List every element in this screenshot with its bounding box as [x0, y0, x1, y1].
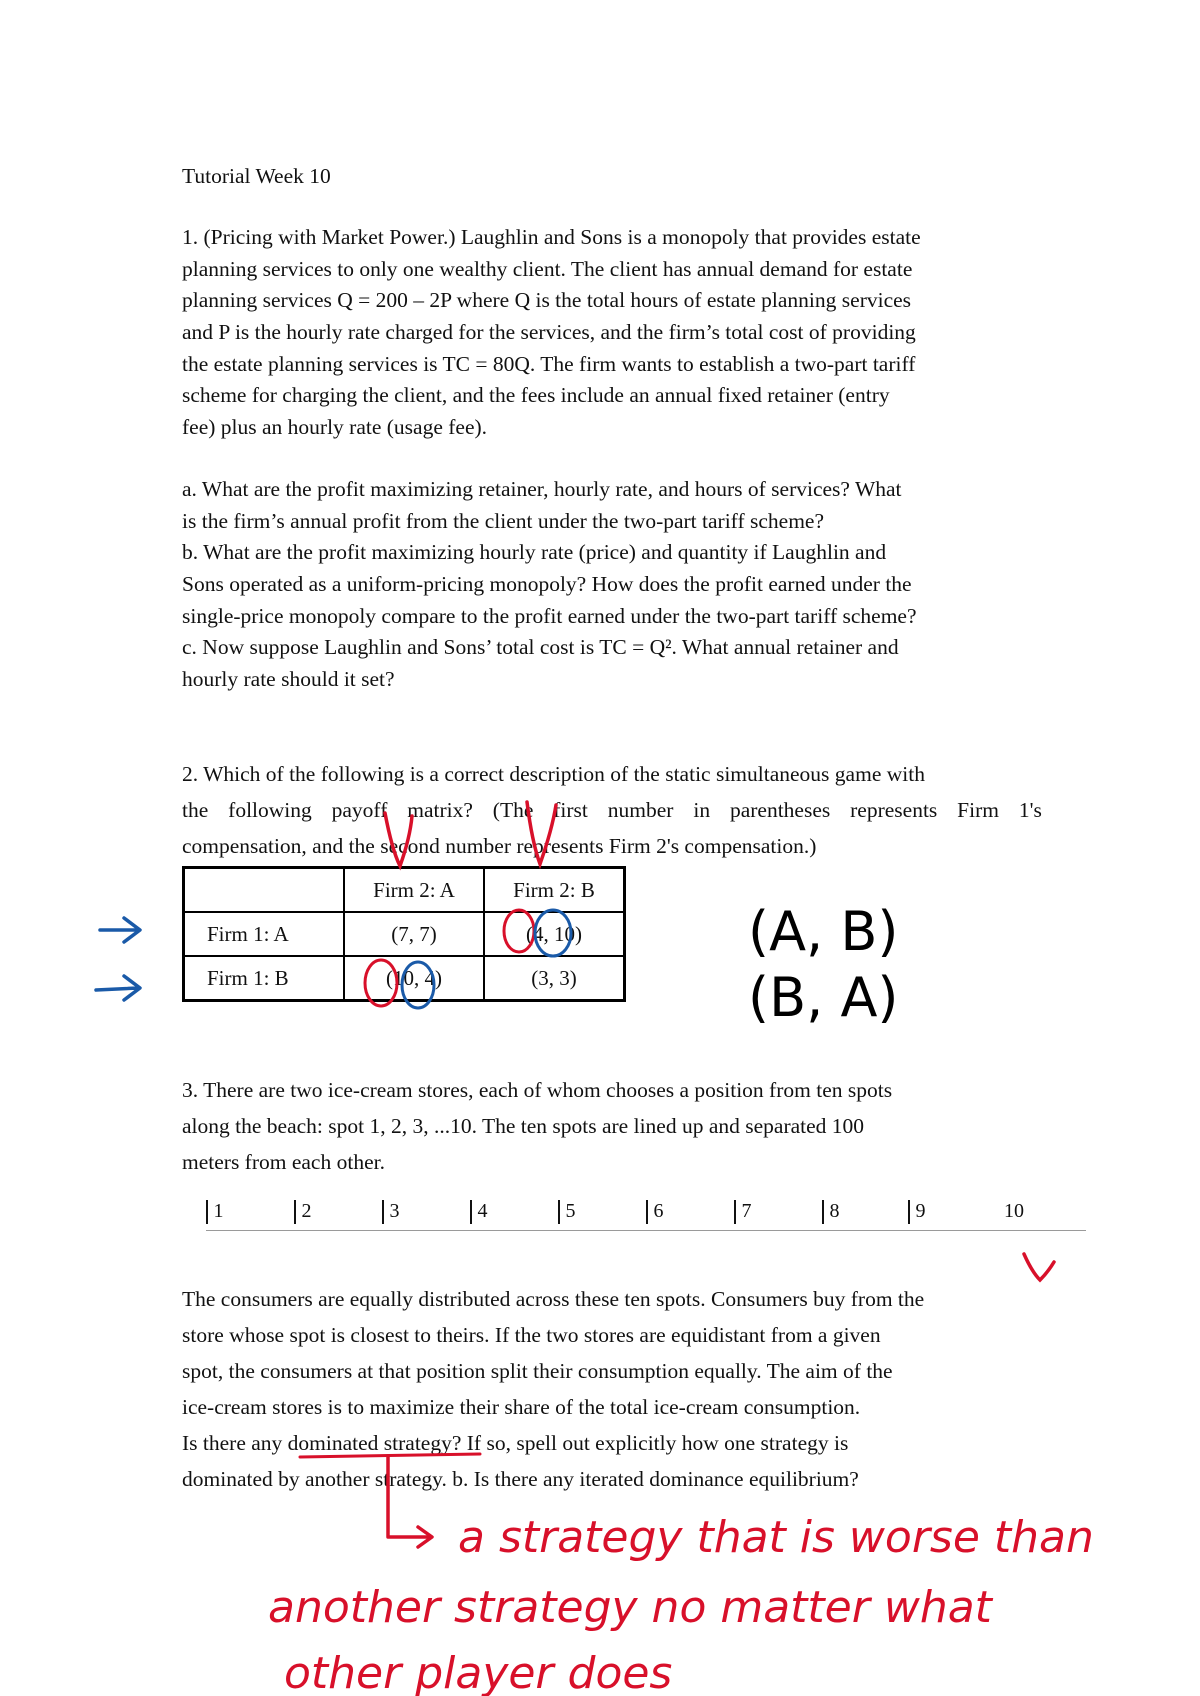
payoff-cell: (7, 7) — [344, 912, 484, 956]
q1-part-line: is the firm’s annual profit from the client under the two-part tariff scheme? — [182, 508, 824, 533]
q3-line: 3. There are two ice-cream stores, each of whom chooses a position from ten spots — [182, 1078, 893, 1102]
spot-marker — [908, 1196, 926, 1226]
question-2 — [182, 756, 1042, 864]
spot-label: 3 — [389, 1200, 400, 1222]
table-row — [184, 912, 625, 956]
spot-marker — [646, 1196, 664, 1226]
q1-line: fee) plus an hourly rate (usage fee). — [182, 415, 488, 440]
payoff-cell: (3, 3) — [484, 956, 625, 1001]
word: (The — [492, 798, 534, 822]
spot-label: 7 — [741, 1200, 752, 1222]
spot-marker — [558, 1196, 576, 1226]
spot-label: 4 — [477, 1200, 488, 1222]
spot-marker — [382, 1196, 400, 1226]
beach-baseline — [206, 1230, 1086, 1231]
q2-line: 2. Which of the following is a correct description of the static simultaneous game with — [182, 762, 925, 786]
spot-marker — [1004, 1196, 1024, 1226]
word: Firm — [957, 798, 999, 822]
q1-part-line: hourly rate should it set? — [182, 667, 395, 692]
q1-line: planning services to only one wealthy client. The client has annual demand for estate — [182, 256, 913, 281]
payoff-matrix — [182, 866, 626, 1002]
handwritten-answer-1: (A, B) — [748, 900, 899, 963]
q3-line: ice-cream stores is to maximize their share of the total ice-cream consumption. — [182, 1395, 861, 1419]
handwritten-note-line: other player does — [284, 1648, 673, 1696]
spot-marker — [294, 1196, 312, 1226]
q3-line: along the beach: spot 1, 2, 3, ...10. The ten spots are lined up and separated 100 — [182, 1114, 865, 1138]
spot-label: 9 — [915, 1200, 926, 1222]
word: matrix? — [407, 798, 473, 822]
q1-part-line: a. What are the profit maximizing retainer, hourly rate, and hours of services? What — [182, 477, 902, 501]
table-row — [184, 956, 625, 1001]
document-title: Tutorial Week 10 — [182, 164, 331, 188]
blue-arrow-row-1 — [100, 918, 140, 942]
beach-spots-line — [206, 1196, 1086, 1232]
spot-marker — [206, 1196, 224, 1226]
spot-marker — [734, 1196, 752, 1226]
word: following — [228, 798, 312, 822]
q2-line: compensation, and the second number represents Firm 2's compensation.) — [182, 834, 817, 858]
q2-line-justified — [182, 792, 1042, 828]
q1-line: the estate planning services is TC = 80Q. The firm wants to establish a two-part tariff — [182, 351, 916, 376]
q3-line: Is there any dominated strategy? If so, spell out explicitly how one strategy is — [182, 1431, 849, 1455]
q1-part-line: b. What are the profit maximizing hourly rate (price) and quantity if Laughlin and — [182, 540, 887, 565]
word: 1's — [1018, 798, 1042, 822]
word: the — [182, 798, 209, 822]
table-corner-cell — [184, 868, 345, 913]
spot-label: 5 — [565, 1200, 576, 1222]
q1-part-line: Sons operated as a uniform-pricing monopoly? How does the profit earned under the — [182, 572, 912, 597]
question-1 — [182, 222, 1042, 444]
spot-label: 1 — [213, 1200, 224, 1222]
column-header: Firm 2: B — [484, 868, 625, 913]
blue-arrow-row-2 — [96, 976, 140, 1000]
row-header: Firm 1: A — [184, 912, 345, 956]
spot-label: 2 — [301, 1200, 312, 1222]
q1-part-line: c. Now suppose Laughlin and Sons’ total cost is TC = Q². What annual retainer and — [182, 635, 899, 660]
q3-line: dominated by another strategy. b. Is there any iterated dominance equilibrium? — [182, 1467, 859, 1491]
payoff-cell: (10, 4) — [344, 956, 484, 1001]
column-header: Firm 2: A — [344, 868, 484, 913]
word: parentheses — [729, 798, 831, 822]
word: number — [607, 798, 674, 822]
question-1-parts — [182, 474, 1042, 696]
q3-line: store whose spot is closest to theirs. If the two stores are equidistant from a given — [182, 1323, 881, 1347]
spot-marker — [822, 1196, 840, 1226]
q1-line: scheme for charging the client, and the fees include an annual fixed retainer (entry — [182, 383, 890, 408]
spot-label: 8 — [829, 1200, 840, 1222]
payoff-cell: (4, 10) — [484, 912, 625, 956]
spot-marker — [470, 1196, 488, 1226]
question-3-intro — [182, 1072, 1042, 1180]
handwritten-answer-2: (B, A) — [748, 966, 899, 1029]
q3-line: spot, the consumers at that position split their consumption equally. The aim of the — [182, 1359, 893, 1383]
word: payoff — [331, 798, 388, 822]
q1-line: and P is the hourly rate charged for the services, and the firm’s total cost of providing — [182, 320, 916, 345]
handwritten-note-line: another strategy no matter what — [268, 1582, 992, 1633]
q1-line: planning services Q = 200 – 2P where Q is the total hours of estate planning services — [182, 288, 912, 313]
q1-part-line: single-price monopoly compare to the profit earned under the two-part tariff scheme? — [182, 603, 917, 628]
question-3-body — [182, 1281, 1042, 1497]
q1-line: 1. (Pricing with Market Power.) Laughlin and Sons is a monopoly that provides estate — [182, 225, 921, 249]
table-header-row — [184, 868, 625, 913]
row-header: Firm 1: B — [184, 956, 345, 1001]
word: represents — [850, 798, 938, 822]
handwritten-note-line: a strategy that is worse than — [458, 1512, 1094, 1563]
word: first — [553, 798, 588, 822]
q3-line: The consumers are equally distributed across these ten spots. Consumers buy from the — [182, 1287, 925, 1311]
q3-line: meters from each other. — [182, 1150, 385, 1174]
red-check-mark — [1024, 1254, 1054, 1280]
word: in — [693, 798, 711, 822]
spot-label: 10 — [1004, 1200, 1024, 1222]
spot-label: 6 — [653, 1200, 664, 1222]
